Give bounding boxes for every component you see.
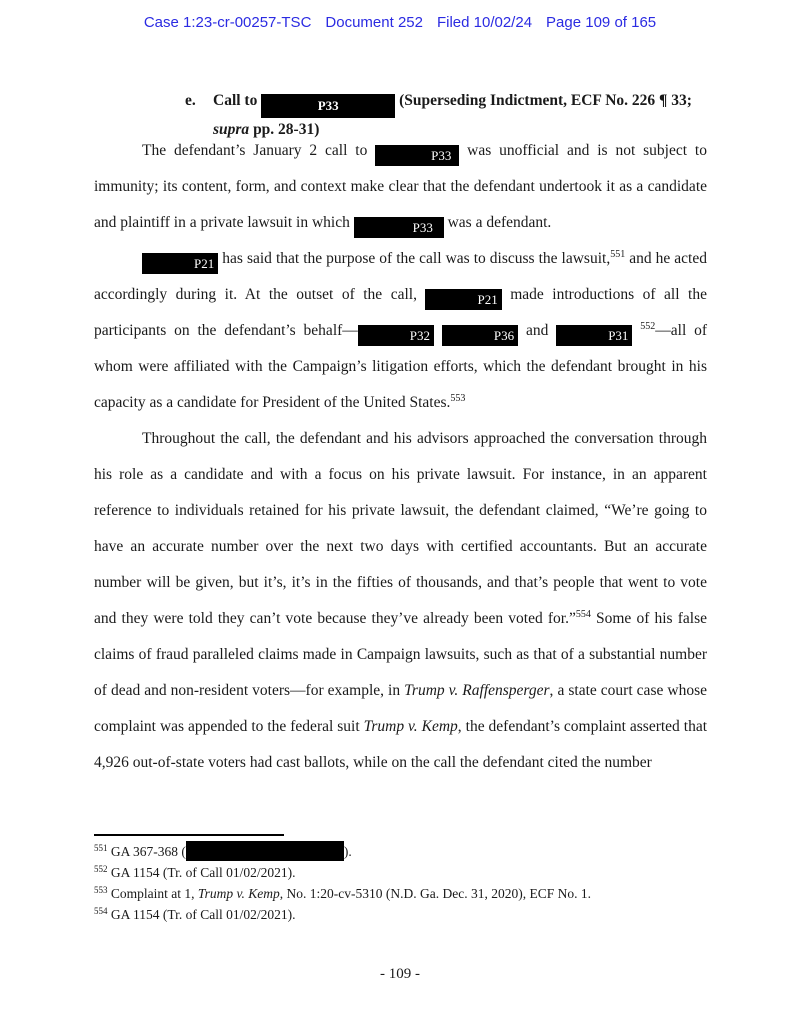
section-heading-line1: Call to P33 (Superseding Indictment, ECF No. 226 ¶ 33; bbox=[213, 92, 692, 109]
redaction-box: P31 bbox=[556, 325, 632, 346]
page-number: - 109 - bbox=[380, 966, 420, 982]
case-citation: supra bbox=[213, 121, 250, 138]
footnote: $^{554}$ GA 1154 (Tr. of Call 01/02/2021). bbox=[94, 906, 296, 922]
footnote-reference: 553 bbox=[94, 885, 108, 895]
stamp-page-count: Page 109 of 165 bbox=[546, 14, 657, 31]
footnote: $^{553}$ Complaint at 1, Trump v. Kemp, No. 1:20-cv-5310 (N.D. Ga. Dec. 31, 2020), ECF No. 1. bbox=[94, 885, 591, 901]
redaction-box bbox=[186, 841, 344, 861]
footnote: $^{552}$ GA 1154 (Tr. of Call 01/02/2021). bbox=[94, 864, 296, 880]
body-paragraph: The defendant’s January 2 call to P33 was unofficial and is not subject to immunity; its content, form, and context make clear that the defendant undertook it as a candidate and plaintiff in a private lawsuit in which P33 was a defendant. bbox=[94, 133, 707, 241]
footnote-reference: 552 bbox=[94, 864, 108, 874]
footnote: $^{551}$ GA 367-368 ( ). bbox=[94, 843, 352, 859]
footnote-reference: 552 bbox=[640, 321, 656, 332]
footnote-reference: 553 bbox=[450, 393, 466, 404]
section-heading-line2: supra pp. 28-31) bbox=[213, 121, 320, 138]
document-body bbox=[94, 133, 707, 781]
redaction-box: P33 bbox=[261, 94, 395, 118]
case-citation: Trump v. Raffensperger bbox=[404, 682, 550, 699]
body-paragraph: P21 has said that the purpose of the call was to discuss the lawsuit,$^{551}$ and he acted accordingly during it. At the outset of the call, P21 made introductions of all the participants on the defendant’s behalf— P32 P36 and P31 $^{552}$—all of whom were affiliated with the Campaign’s litigation efforts, which the defendant brought in his capacity as a candidate for President of the United States.$^{553}$ bbox=[94, 249, 708, 411]
stamp-case-number: Case 1:23-cr-00257-TSC bbox=[143, 14, 312, 31]
redaction-box: P32 bbox=[358, 325, 434, 346]
footnote-reference: 551 bbox=[94, 843, 108, 853]
footnote-reference: 551 bbox=[610, 249, 626, 260]
case-citation: Trump v. Kemp bbox=[363, 718, 458, 735]
footnote-reference: 554 bbox=[575, 609, 591, 620]
case-stamp bbox=[0, 14, 800, 31]
stamp-document-number: Document 252 bbox=[325, 14, 423, 31]
redaction-box: P33 bbox=[375, 145, 459, 166]
body-paragraph: Throughout the call, the defendant and his advisors approached the conversation through his role as a candidate and with a focus on his private lawsuit. For instance, in an apparent reference to individuals retained for his private lawsuit, the defendant claimed, “We’re going to have an accurate number over the next two days with certified accountants. But an accurate number will be given, but it’s, it’s in the fifties of thousands, and that’s people that went to vote and they were told they can’t vote because they’ve already been voted for.”$^{554}$ Some of his false claims of fraud paralleled claims made in Campaign lawsuits, such as that of a substantial number of dead and non-resident voters—for example, in Trump v. Raffensperger, a state court case whose complaint was appended to the federal suit Trump v. Kemp, the defendant’s complaint asserted that 4,926 out-of-state voters had cast ballots, while on the call the defendant cited the number bbox=[94, 430, 708, 771]
footnote-separator bbox=[94, 834, 284, 836]
section-heading-number: e. bbox=[185, 92, 196, 109]
footnote-reference: 554 bbox=[94, 906, 108, 916]
footnotes-section bbox=[94, 834, 707, 925]
redaction-box: P21 bbox=[425, 289, 501, 310]
redaction-box: P33 bbox=[354, 217, 444, 238]
redaction-box: P21 bbox=[142, 253, 218, 274]
stamp-filed-date: Filed 10/02/24 bbox=[436, 14, 533, 31]
case-citation: Trump v. Kemp bbox=[197, 886, 280, 901]
redaction-box: P36 bbox=[442, 325, 518, 346]
